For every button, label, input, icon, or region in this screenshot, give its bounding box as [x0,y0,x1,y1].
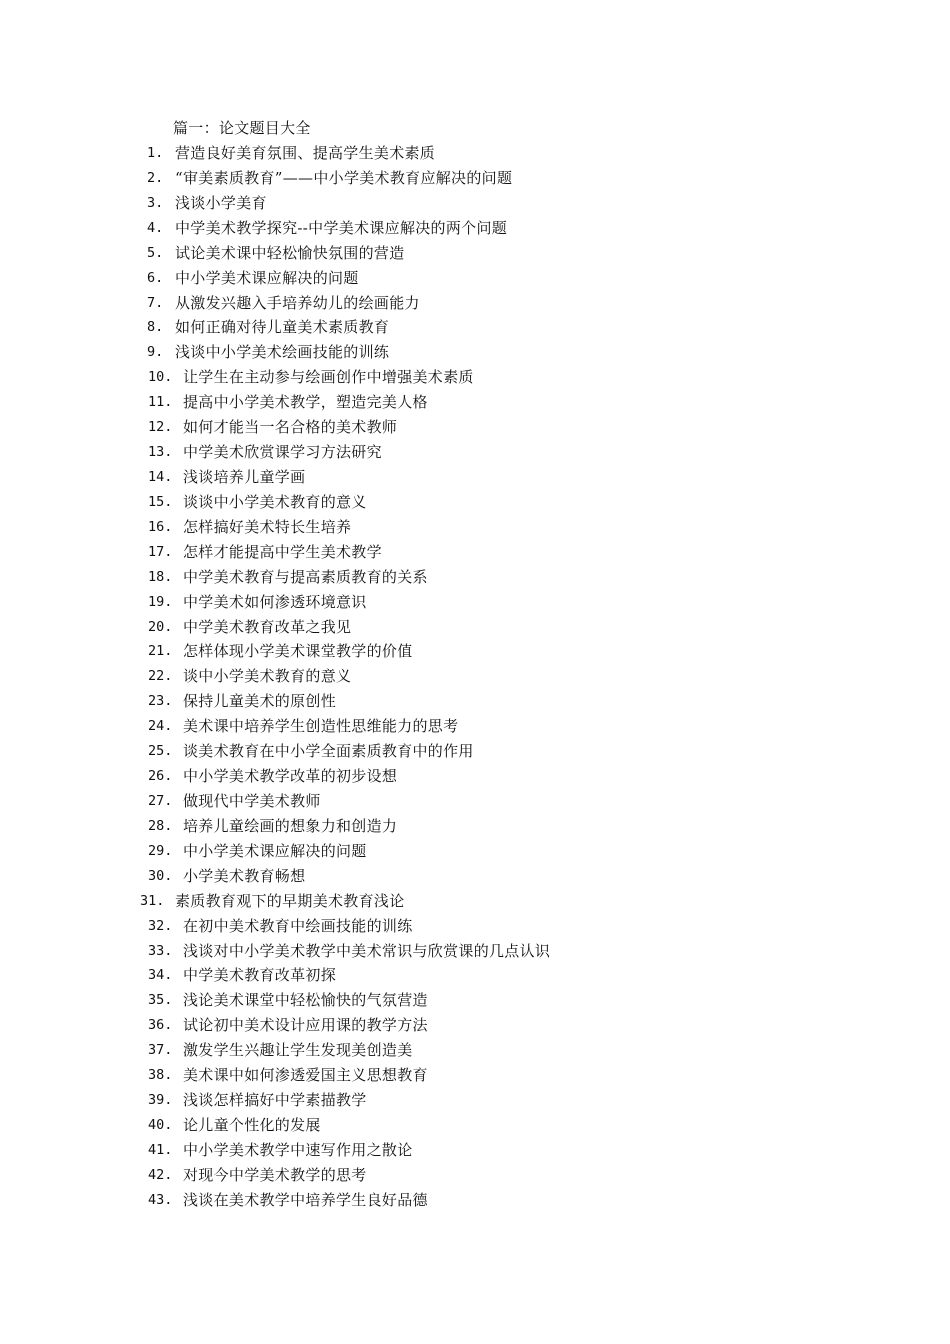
document-heading: 篇一：论文题目大全 [173,119,311,137]
list-item-number: 19. [148,593,173,610]
list-item-number: 16. [148,518,173,535]
list-item-title: “审美素质教育”——中小学美术教育应解决的问题 [175,168,513,187]
list-item [0,664,950,689]
list-item-number: 31. [140,892,165,909]
list-item-number: 1. [147,145,164,161]
list-item [0,241,950,266]
list-item-number: 22. [148,668,173,685]
list-item-number: 27. [148,792,173,809]
list-item-number: 11. [148,394,173,411]
list-item-number: 13. [148,444,173,461]
list-item [0,565,950,590]
list-item-number: 15. [148,493,173,510]
list-item [0,1113,950,1138]
list-item-number: 43. [148,1191,173,1208]
list-item [0,963,950,988]
list-item-number: 37. [148,1042,173,1059]
list-item-number: 7. [147,294,164,311]
list-item [0,216,950,241]
list-item-title: 如何才能当一名合格的美术教师 [183,418,398,437]
list-item-title: 在初中美术教育中绘画技能的训练 [183,916,413,935]
list-item [0,1013,950,1038]
list-item [0,814,950,839]
list-item-title: 谈中小学美术教育的意义 [183,667,352,686]
list-item-title: 怎样搞好美术特长生培养 [183,517,352,536]
list-item-number: 29. [148,842,173,859]
list-item-number: 21. [148,643,173,660]
list-item-title: 中小学美术教学改革的初步设想 [183,767,398,786]
list-item-title: 中学美术欣赏课学习方法研究 [183,443,382,462]
list-item-title: 浅谈对中小学美术教学中美术常识与欣赏课的几点认识 [183,941,551,960]
list-item-title: 浅谈怎样搞好中学素描教学 [183,1091,367,1110]
list-item [0,340,950,365]
list-item-title: 谈谈中小学美术教育的意义 [183,492,367,511]
list-item [0,1038,950,1063]
list-item-number: 4. [147,219,164,236]
list-item-title: 美术课中如何渗透爱国主义思想教育 [183,1066,428,1085]
list-item-title: 营造良好美育氛围、提高学生美术素质 [175,144,436,162]
list-item-number: 36. [148,1017,173,1034]
list-item [0,315,950,340]
list-item-number: 5. [147,244,164,261]
list-item-number: 23. [148,693,173,710]
list-item-number: 9. [147,344,164,361]
list-item [0,440,950,465]
list-item-title: 从激发兴趣入手培养幼儿的绘画能力 [175,293,420,312]
list-item [0,864,950,889]
list-item-number: 17. [148,543,173,560]
list-item-title: 中学美术如何渗透环境意识 [183,592,367,611]
list-item [0,291,950,316]
list-item-title: 保持儿童美术的原创性 [183,692,337,711]
list-item [0,465,950,490]
list-item-number: 40. [148,1116,173,1133]
list-item-title: 如何正确对待儿童美术素质教育 [175,318,390,337]
list-item [0,914,950,939]
list-item-title: 试论初中美术设计应用课的教学方法 [183,1016,428,1035]
list-item-number: 10. [148,369,173,386]
list-item [0,515,950,540]
list-item [0,191,950,216]
list-item-title: 浅论美术课堂中轻松愉快的气氛营造 [183,991,428,1010]
list-item [0,266,950,291]
list-item-title: 怎样体现小学美术课堂教学的价值 [183,642,413,661]
list-item-title: 培养儿童绘画的想象力和创造力 [183,816,398,835]
list-item [0,365,950,390]
list-item-number: 33. [148,942,173,959]
list-item [0,390,950,415]
list-item-number: 3. [147,194,164,211]
list-item-number: 18. [148,568,173,585]
list-item-number: 20. [148,618,173,635]
list-item [0,764,950,789]
list-item-title: 做现代中学美术教师 [183,791,321,810]
list-item-number: 41. [148,1141,173,1158]
list-item-title: 对现今中学美术教学的思考 [183,1165,367,1184]
list-item-title: 中学美术教学探究--中学美术课应解决的两个问题 [175,218,508,237]
list-item-number: 42. [148,1166,173,1183]
list-item-title: 中小学美术教学中速写作用之散论 [183,1140,413,1159]
list-item-number: 34. [148,967,173,984]
list-item-number: 32. [148,917,173,934]
list-item-number: 28. [148,817,173,834]
list-item [0,1088,950,1113]
list-item-title: 浅谈培养儿童学画 [183,467,306,486]
list-item-title: 中小学美术课应解决的问题 [183,841,367,860]
list-item-title: 素质教育观下的早期美术教育浅论 [175,891,405,910]
list-item [0,415,950,440]
list-item [0,1138,950,1163]
list-item-title: 激发学生兴趣让学生发现美创造美 [183,1041,413,1060]
list-item-number: 39. [148,1092,173,1109]
list-item-title: 浅谈小学美育 [175,193,267,212]
list-item-title: 论儿童个性化的发展 [183,1115,321,1134]
list-item-number: 2. [147,169,164,186]
list-item-number: 35. [148,992,173,1009]
list-item-title: 中学美术教育改革初探 [183,966,337,985]
list-item [0,590,950,615]
list-item-number: 30. [148,867,173,884]
list-item [0,615,950,640]
list-item [0,988,950,1013]
list-item-title: 小学美术教育畅想 [183,866,306,885]
list-item [0,490,950,515]
list-item [0,939,950,964]
list-item [0,1163,950,1188]
list-item-number: 24. [148,718,173,735]
list-item-number: 12. [148,419,173,436]
list-item-number: 26. [148,768,173,785]
list-item-title: 怎样才能提高中学生美术教学 [183,542,382,561]
list-item [0,739,950,764]
list-item [0,141,950,166]
list-item-title: 中小学美术课应解决的问题 [175,268,359,287]
list-item-number: 38. [148,1067,173,1084]
list-item [0,839,950,864]
list-item [0,1188,950,1213]
list-item-number: 25. [148,743,173,760]
list-item [0,639,950,664]
list-item-title: 浅谈中小学美术绘画技能的训练 [175,343,390,362]
list-item-number: 6. [147,269,164,286]
list-item-title: 试论美术课中轻松愉快氛围的营造 [175,243,405,262]
list-item-title: 提高中小学美术教学，塑造完美人格 [183,393,428,412]
list-item-title: 谈美术教育在中小学全面素质教育中的作用 [183,742,474,761]
thesis-title-list [0,141,950,1213]
list-item [0,714,950,739]
list-item-number: 8. [147,319,164,336]
list-item [0,540,950,565]
list-item [0,889,950,914]
list-item [0,689,950,714]
list-item-title: 美术课中培养学生创造性思维能力的思考 [183,717,459,736]
list-item [0,166,950,191]
list-item-title: 中学美术教育改革之我见 [183,617,352,636]
list-item [0,789,950,814]
list-item [0,1063,950,1088]
list-item-number: 14. [148,468,173,485]
list-item-title: 让学生在主动参与绘画创作中增强美术素质 [183,368,474,387]
list-item-title: 中学美术教育与提高素质教育的关系 [183,567,428,586]
list-item-title: 浅谈在美术教学中培养学生良好品德 [183,1190,428,1209]
